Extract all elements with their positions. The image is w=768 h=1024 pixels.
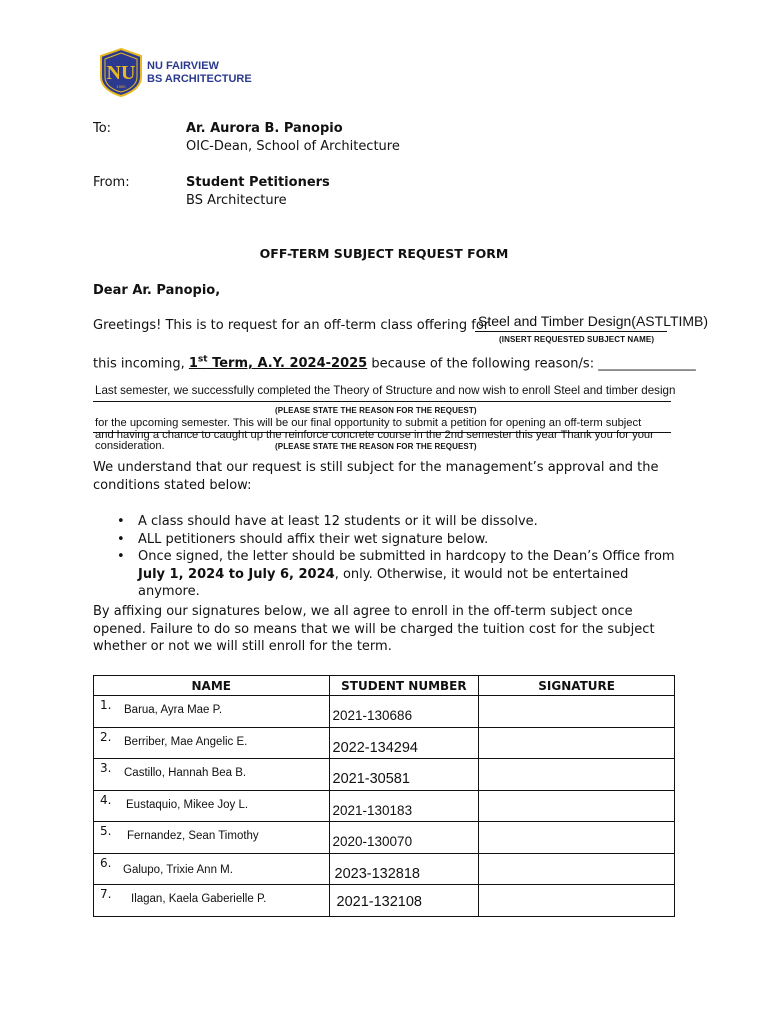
salutation: Dear Ar. Panopio, [93,283,221,298]
nu-seal-icon [97,47,145,97]
student-number-cell [329,885,479,917]
student-number-cell [329,727,479,759]
reason-note-2: (PLEASE STATE THE REASON FOR THE REQUEST) [275,442,477,451]
student-name: Eustaquio, Mikee Joy L. [126,798,249,811]
logo-line1: NU FAIRVIEW [147,60,219,72]
conditions-list [93,513,683,601]
reason-note-1: (PLEASE STATE THE REASON FOR THE REQUEST) [275,406,477,415]
logo-wordmark [147,60,252,86]
student-name: Ilagan, Kaela Gaberielle P. [131,893,267,905]
row-number: 5. [100,824,112,838]
signature-cell[interactable] [479,853,675,885]
bullet-icon: • [117,531,125,547]
name-cell [94,885,330,917]
student-number: 2021-130183 [332,802,413,818]
bullet-icon: • [117,549,125,564]
form-title: OFF-TERM SUBJECT REQUEST FORM [259,246,509,261]
row-number: 2. [100,729,112,744]
from-label: From: [93,175,130,190]
header-name: NAME [94,676,330,696]
reason-line-3: and having a chance to caught up the reinforce concrete course in the 2nd semester this year Thank you for your [95,429,654,441]
row-number: 6. [100,855,112,870]
from-dept: BS Architecture [186,193,287,208]
reason-line-4: consideration. [95,440,165,452]
term-prefix: this incoming, [93,356,185,372]
term-num: 1 [188,356,198,372]
term-sup: st [197,355,208,365]
condition-text-end: , only. Otherwise, it would not be entertained anymore. [138,566,629,599]
row-number: 1. [100,698,112,712]
student-number: 2021-132108 [336,894,422,910]
logo-line2: BS ARCHITECTURE [147,73,252,85]
student-number-cell [329,853,479,885]
condition-item [93,548,683,601]
table-row [94,822,675,854]
term-suffix: because of the following reason/s: _______________ [367,356,696,372]
condition-text: A class should have at least 12 students or it will be dissolve. [138,514,538,529]
name-cell [94,822,330,854]
condition-text: ALL petitioners should affix their wet signature below. [138,531,489,547]
signature-cell[interactable] [479,727,675,759]
student-name: Berriber, Mae Angelic E. [124,735,248,748]
reason-underline-1 [93,401,671,402]
table-row [94,727,675,759]
petitioners-table [93,675,675,917]
condition-dates: July 1, 2024 to July 6, 2024 [138,566,335,582]
signature-cell[interactable] [479,822,675,854]
condition-item [93,513,683,531]
term-rest: Term, A.Y. 2024-2025 [207,356,368,372]
term-line [93,352,696,373]
reason-line-1: Last semester, we successfully completed the Theory of Structure and now wish to enroll Steel and timber design [95,384,676,397]
svg-text:1900: 1900 [116,84,126,89]
table-row [94,885,675,917]
to-label: To: [93,121,112,136]
signature-cell[interactable] [479,885,675,917]
name-cell [94,759,330,791]
student-name: Fernandez, Sean Timothy [127,830,259,842]
row-number: 7. [100,887,112,901]
to-title: OIC-Dean, School of Architecture [186,139,400,154]
university-logo [97,47,145,97]
name-cell [94,727,330,759]
subject-field-value: Steel and Timber Design(ASTLTIMB) [478,313,709,329]
condition-text: Once signed, the letter should be submitted in hardcopy to the Dean’s Office from [138,549,675,564]
agreement-paragraph: By affixing our signatures below, we all agree to enroll in the off-term subject once opened. Failure to do so means that we will be charged the tuition cost for the subject whether or not we will still enroll for the term. [93,604,655,654]
student-number: 2020-130070 [332,834,413,849]
to-name: Ar. Aurora B. Panopio [186,121,343,136]
header-signature: SIGNATURE [479,676,675,696]
student-name: Castillo, Hannah Bea B. [124,767,247,779]
svg-text:NU: NU [106,62,136,84]
student-name: Barua, Ayra Mae P. [124,704,223,716]
condition-item [93,531,683,549]
subject-underline [475,331,667,332]
table-row [94,759,675,791]
from-name: Student Petitioners [186,175,330,190]
student-number-cell [329,790,479,822]
subject-note: (INSERT REQUESTED SUBJECT NAME) [499,335,655,344]
header-student-number: STUDENT NUMBER [329,676,479,696]
name-cell [94,853,330,885]
row-number: 4. [100,792,112,807]
table-row [94,790,675,822]
reason-line-2: for the upcoming semester. This will be our final opportunity to submit a petition for opening an off-term subject [95,417,642,429]
student-number: 2022-134294 [332,739,418,756]
table-row [94,853,675,885]
signature-cell[interactable] [479,696,675,728]
student-number-cell [329,696,479,728]
student-number: 2021-130686 [332,708,413,723]
term-value [189,356,367,371]
row-number: 3. [100,761,112,775]
student-number-cell [329,822,479,854]
signature-cell[interactable] [479,759,675,791]
name-cell [94,696,330,728]
student-name: Galupo, Trixie Ann M. [123,863,233,876]
name-cell [94,790,330,822]
student-number: 2021-30581 [332,771,410,787]
student-number-cell [329,759,479,791]
bullet-icon: • [117,514,125,529]
student-number: 2023-132818 [334,865,420,882]
table-header-row [94,676,675,696]
understand-paragraph: We understand that our request is still subject for the management’s approval and the conditions stated below: [93,460,659,493]
signature-cell[interactable] [479,790,675,822]
table-row [94,696,675,728]
greeting-text: Greetings! This is to request for an off-term class offering for [93,318,490,333]
